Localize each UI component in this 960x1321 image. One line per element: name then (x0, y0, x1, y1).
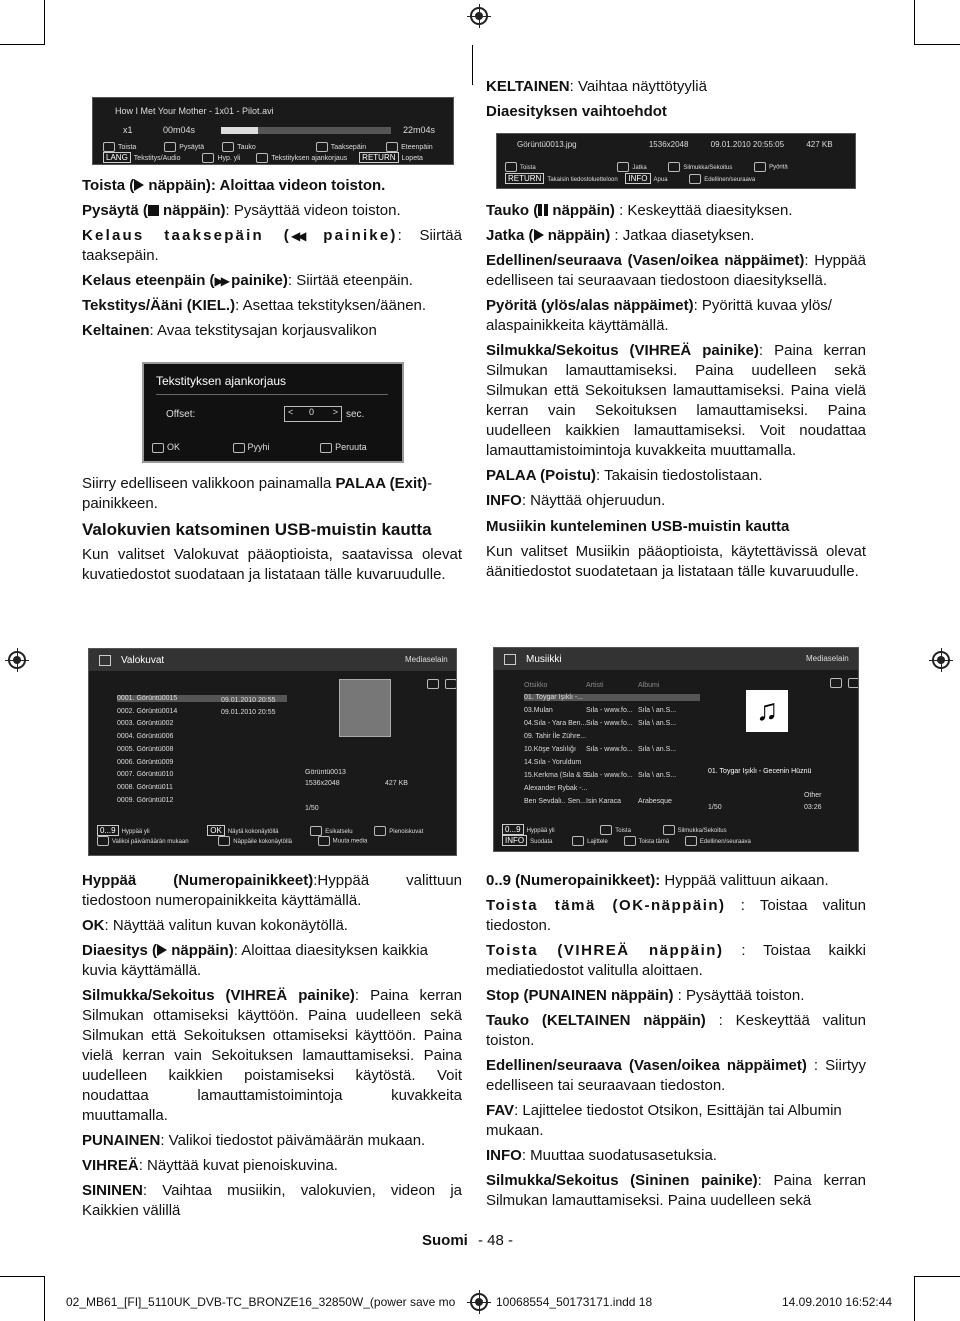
photo-thumbs-label: Pienoiskuvat (389, 829, 424, 835)
rewind-icon: ◀◀ (290, 229, 304, 243)
prev-next-icon (689, 174, 701, 184)
music-source: Mediaselain (806, 654, 849, 663)
crop-mark (915, 44, 960, 45)
music-duration: 03:26 (804, 804, 822, 811)
music-prevnext-label: Edellinen/seuraava (699, 839, 751, 845)
term: näppäin) (158, 202, 226, 219)
desc: : Siirtää taaksepäin. (82, 227, 462, 264)
term: painike) (227, 272, 288, 289)
desc: : Vaihtaa musiikin, valokuvien, videon ja Kaikkien välillä (82, 1182, 462, 1219)
offset-label: Offset: (166, 409, 196, 420)
dialog-divider (156, 394, 388, 395)
term: näppäin) (548, 202, 615, 219)
ok-key-icon (152, 443, 164, 453)
music-track-item[interactable]: Alexander Rybak -... (524, 785, 588, 792)
offset-value: 0 (309, 407, 315, 417)
term: näppäin): Aloittaa videon toiston. (144, 177, 386, 194)
rotate-desc (486, 296, 866, 336)
right-column-middle (486, 201, 866, 587)
desc: : Toistaa valitun tiedoston. (486, 897, 866, 934)
term: Hyppää (Numeropainikkeet) (82, 872, 314, 889)
red-desc (82, 1131, 462, 1151)
desc: : Valikoi tiedostot päivämäärän mukaan. (160, 1132, 426, 1149)
loop-desc (486, 341, 866, 461)
desc: : Lajittelee tiedostot Otsikon, Esittäjän tai Albumin mukaan. (486, 1102, 842, 1139)
video-playback-screen (92, 97, 454, 165)
crop-mark (914, 0, 915, 45)
photo-browser-screen (88, 648, 457, 856)
info-desc (486, 491, 866, 511)
term: painike) (303, 227, 398, 244)
photo-source: Mediaselain (405, 655, 448, 664)
music-track-album: Sıla \ an.S... (638, 720, 677, 727)
footer-file2: 10068554_50173171.indd 18 (496, 1295, 653, 1309)
slide-info-row (517, 140, 833, 149)
music-track-album: Sıla \ an.S... (638, 772, 677, 779)
term: Toista tämä (OK-näppäin) (486, 897, 726, 914)
fav-desc (486, 1101, 866, 1141)
play-icon (157, 944, 167, 956)
video-title: How I Met Your Mother - 1x01 - Pilot.avi (115, 106, 274, 116)
music-filter-label: Suodata (530, 839, 553, 845)
term: PUNAINEN (82, 1132, 161, 1149)
term: Silmukka/Sekoitus (VIHREÄ painike) (82, 987, 355, 1004)
cancel-key-icon (320, 443, 332, 453)
fast-forward-icon (386, 142, 398, 152)
fav-key-icon (572, 836, 584, 846)
green-desc (82, 1156, 462, 1176)
pause-icon (538, 204, 548, 216)
photo-heading: Valokuvien katsominen USB-muistin kautta (82, 520, 432, 539)
slideshow-desc (82, 941, 462, 981)
forward-desc (82, 271, 462, 291)
photo-info-size: 427 KB (385, 780, 408, 787)
music-track-artist: Sıla - www.fo... (586, 707, 633, 714)
offset-unit: sec. (346, 409, 365, 420)
photo-info-name: Görüntü0013 (305, 769, 346, 776)
photos-icon (99, 655, 111, 666)
ok-label[interactable]: OK (167, 442, 181, 452)
ok-desc (82, 916, 462, 936)
music-track-album: Sıla \ an.S... (638, 746, 677, 753)
term: 0..9 (Numeropainikkeet): (486, 872, 661, 889)
term: Toista (VIHREÄ näppäin) (486, 942, 724, 959)
sort-icon[interactable] (427, 679, 439, 689)
term: Tauko (KELTAINEN näppäin) (486, 1012, 706, 1029)
playback-speed: x1 (123, 125, 133, 135)
term: Toista ( (82, 177, 135, 194)
desc: : Avaa tekstitysajan korjausvalikon (149, 322, 377, 339)
rewind-icon (316, 142, 328, 152)
desc: : Asettaa tekstityksen/äänen. (235, 297, 427, 314)
number-keys: 0...9 (502, 824, 524, 835)
term: PALAA (Exit) (335, 475, 428, 492)
music-track-artist: Isin Karaca (586, 798, 622, 805)
term: näppäin) (167, 942, 234, 959)
term: Jatka ( (486, 227, 534, 244)
desc: : Keskeyttää diaesityksen. (614, 202, 793, 219)
yellow-style-desc (486, 77, 866, 97)
red-key-icon (600, 825, 612, 835)
desc: : Pysäyttää videon toiston. (225, 202, 401, 219)
col-artist: Artisti (586, 682, 604, 689)
desc: :Hyppää valittuun tiedostoon numeropainikkeita käyttämällä. (82, 872, 463, 909)
yellow-desc (82, 321, 462, 341)
desc: Hyppää valittuun aikaan. (660, 872, 829, 889)
term: Tekstitys/Ääni (KIEL.) (82, 297, 236, 314)
music-track-item[interactable]: Ben Sevdalı.. Sen... (524, 798, 586, 805)
return-key: RETURN (359, 152, 398, 163)
video-controls-row1 (103, 142, 433, 152)
footer-date: 14.09.2010 16:52:44 (782, 1295, 893, 1309)
stop-label: Pysäytä (179, 143, 205, 151)
bottom-left-column (82, 871, 462, 1226)
photo-file-item[interactable]: 0002. Görüntü0014 (117, 707, 178, 715)
decrease-arrow-icon[interactable]: < (288, 407, 294, 417)
music-track-item[interactable]: 09. Tahir İle Zühre... (524, 733, 587, 740)
progress-bar[interactable] (221, 127, 391, 134)
desc: : Muuttaa suodatusasetuksia. (521, 1147, 717, 1164)
music-track-artist: Sıla - www.fo... (586, 720, 633, 727)
subtitle-desc (82, 296, 462, 316)
return-desc (486, 466, 866, 486)
photo-file-item[interactable]: 0005. Görüntü008 (117, 745, 174, 753)
music-track-item[interactable]: 04.Sıla - Yara Ben... (524, 720, 587, 727)
slideshow-key-icon (218, 836, 230, 846)
music-title: Musiikki (526, 654, 562, 665)
stop-icon (164, 142, 176, 152)
music-heading: Musiikin kunteleminen USB-muistin kautta (486, 518, 790, 535)
offset-stepper[interactable] (284, 406, 342, 422)
music-browser-screen (493, 647, 859, 852)
pause-desc (486, 1011, 866, 1051)
forward-label: Eteenpäin (401, 143, 433, 151)
slide-date: 09.01.2010 20:55:05 (710, 140, 785, 149)
dialog-footer (152, 442, 367, 453)
music-track-album: Sıla \ an.S... (638, 707, 677, 714)
music-track-artist: Sıla - www.fo... (586, 772, 633, 779)
subtitle-sync-icon (256, 153, 268, 163)
video-controls-row2 (103, 152, 423, 163)
filter-icon[interactable] (848, 678, 859, 688)
play-label: Toista (118, 143, 137, 151)
loop-desc (82, 986, 462, 1126)
subtitle-sync-dialog (142, 362, 404, 463)
photo-file-item[interactable]: 0009. Görüntü012 (117, 796, 174, 804)
music-count: 1/50 (708, 804, 722, 811)
skip-icon (202, 153, 214, 163)
music-track-item[interactable]: 03.Mulan (524, 707, 553, 714)
fold-line (472, 45, 473, 85)
desc: : Siirtää eteenpäin. (287, 272, 413, 289)
music-track-item[interactable]: 15.Kerkma (Sıla & S... (524, 772, 594, 779)
term: Edellinen/seuraava (Vasen/oikea näppäimet) (486, 1057, 807, 1074)
term: Kelaus eteenpäin ( (82, 272, 215, 289)
music-sidebar-icons (830, 678, 840, 692)
photo-preview-label: Esikatselu (325, 829, 353, 835)
music-track-artist: Sıla - www.fo... (586, 746, 633, 753)
lang-key: LANG (103, 152, 131, 163)
photo-date-1: 09.01.2010 20:55 (221, 697, 276, 704)
term: Silmukka/Sekoitus (Sininen painike) (486, 1172, 758, 1189)
music-footer-row1 (502, 824, 727, 835)
play-icon (103, 142, 115, 152)
desc: : Näyttää kuvat pienoiskuvina. (138, 1157, 338, 1174)
loop-icon (668, 162, 680, 172)
playthis-desc (486, 896, 866, 936)
slide-controls-row1 (505, 162, 788, 172)
left-column-middle (82, 474, 462, 590)
back-desc (82, 474, 462, 514)
crop-mark (915, 1276, 960, 1277)
desc: : Näyttää valitun kuvan kokonäytöllä. (104, 917, 348, 934)
elapsed-time: 00m04s (163, 125, 196, 135)
play-icon (534, 229, 544, 241)
col-album: Albumi (638, 682, 660, 689)
now-playing: 01. Toygar Işıklı - Gecenin Hüznü (708, 768, 812, 775)
music-track-album: Arabesque (638, 798, 672, 805)
left-column-top (82, 176, 462, 346)
play-icon (134, 179, 144, 191)
term: Stop (PUNAINEN näppäin) (486, 987, 674, 1004)
blue-desc (82, 1181, 462, 1221)
page-number (422, 1232, 513, 1249)
rewind-label: Taaksepäin (330, 143, 367, 151)
desc: : Jatkaa diasetyksen. (610, 227, 755, 244)
registration-mark-icon (470, 7, 488, 25)
clear-label[interactable]: Pyyhi (247, 442, 270, 452)
dialog-title: Tekstityksen ajankorjaus (156, 374, 287, 388)
desc: -painikkeen. (82, 475, 433, 512)
photo-slideshow-label: Näppäile kokonäytöllä (233, 838, 292, 845)
desc: : Hyppää edelliseen tai seuraavaan tiedostoon diaesityksellä. (486, 252, 866, 289)
playall-desc (486, 941, 866, 981)
term: FAV (486, 1102, 515, 1119)
registration-mark-icon (470, 1293, 488, 1311)
number-keys: 0...9 (97, 825, 119, 836)
crop-mark (0, 44, 45, 45)
rewind-desc (82, 226, 462, 266)
red-key-icon (97, 836, 109, 846)
resume-icon (617, 162, 629, 172)
desc: : Siirtyy edelliseen tai seuraavaan tiedoston. (486, 1057, 866, 1094)
photo-info-count: 1/50 (305, 805, 319, 812)
prev-next-icon (685, 836, 697, 846)
music-track-item[interactable]: 10.Köşe Yaslılığı (524, 746, 576, 753)
slide-back-label: Takaisin tiedostoluetteloon (547, 177, 618, 183)
term: VIHREÄ (82, 1157, 139, 1174)
footer-file: 02_MB61_[FI]_5110UK_DVB-TC_BRONZE16_32850W_(power save mo (66, 1295, 456, 1309)
ok-key-icon (624, 836, 636, 846)
loop-desc (486, 1171, 866, 1211)
term: SININEN (82, 1182, 143, 1199)
photo-intro: Kun valitset Valokuvat pääoptioista, saatavissa olevat kuvatiedostot suodataan ja listataan tälle kuvaruudulle. (82, 546, 462, 583)
music-intro: Kun valitset Musiikin pääoptioista, käytettävissä olevat äänitiedostot suodatetaan ja listataan tälle kuvaruudulle. (486, 543, 866, 580)
play-icon (505, 162, 517, 172)
resume-desc (486, 226, 866, 246)
term: Tauko ( (486, 202, 539, 219)
registration-mark-icon (8, 651, 26, 669)
registration-mark-icon (932, 651, 950, 669)
thumbnail-view-icon[interactable] (445, 679, 457, 689)
photo-date-2: 09.01.2010 20:55 (221, 709, 276, 716)
slide-file: Görüntü0013.jpg (517, 140, 577, 149)
fast-forward-icon: ▶▶ (214, 274, 228, 288)
numkeys-desc (486, 871, 866, 891)
info-key: INFO (502, 835, 527, 846)
prevnext-desc (486, 1056, 866, 1096)
right-column-top (486, 77, 866, 127)
term: INFO (486, 492, 522, 509)
preview-icon (310, 826, 322, 836)
music-play-label: Toista (615, 828, 631, 834)
thumbnails-icon (374, 826, 386, 836)
photo-file-item[interactable]: 0001. Görüntü0015 (117, 695, 287, 702)
desc: : Paina kerran Silmukan lamauttamiseksi. Paina uudelleen sekä Silmukan että Sekoituksen lamauttamiseksi. Paina vielä kerran vain Sekoituksen lamauttamiseksi. Paina uudelleen kaikkien lamauttamiseksi. Voit noudattaa lamauttamistoimintoja kuvakkeita muuttamalla. (486, 342, 866, 459)
music-footer-row2 (502, 835, 751, 846)
music-genre: Other (804, 792, 822, 799)
slide-size: 427 KB (806, 140, 833, 149)
term: Silmukka/Sekoitus (VIHREÄ painike) (486, 342, 759, 359)
ok-key: OK (207, 825, 225, 836)
term: Kelaus taaksepäin ( (82, 227, 291, 244)
term: KELTAINEN (486, 78, 570, 95)
desc: : Paina kerran Silmukan ottamiseksi käyttöön. Paina uudelleen sekä Silmukan että Sekoituksen ottamiseksi käyttöön. Paina vielä kerran vain Sekoituksen lamauttamiseksi. Paina uudelleen kaikkien poistamiseksi käytöstä. Voit noudattaa lamauttamistoimintoja kuvakkeita muuttamalla. (82, 987, 462, 1124)
info-desc (486, 1146, 866, 1166)
lang-label: Tekstitys/Audio (133, 155, 181, 162)
clear-key-icon (233, 443, 245, 453)
desc: : Aloittaa diaesityksen kaikkia kuvia käyttämällä. (82, 942, 428, 979)
loop-key-icon (663, 825, 675, 835)
term: Edellinen/seuraava (Vasen/oikea näppäimet) (486, 252, 805, 269)
slide-loop-label: Silmukka/Sekoitus (683, 164, 733, 171)
slide-res: 1536x2048 (648, 140, 689, 149)
photo-media-label: Muuta media (332, 838, 368, 845)
skip-label: Hyp. yli (217, 155, 241, 162)
bottom-right-column (486, 871, 866, 1216)
slide-play-label: Toista (520, 164, 536, 171)
stop-desc (486, 986, 866, 1006)
photo-footer-row1 (97, 825, 423, 836)
slide-rotate-label: Pyöritä (769, 164, 788, 171)
crop-mark (914, 1276, 915, 1321)
total-time: 22m04s (403, 125, 436, 135)
photo-fullscreen-label: Näytä kokonäytöllä (227, 829, 279, 835)
jump-desc (82, 871, 462, 911)
desc: : Toistaa kaikki mediatiedostot valitulla aloittaen. (486, 942, 867, 979)
photo-file-item[interactable]: 0004. Görüntü006 (117, 733, 174, 741)
term: Pyöritä (ylös/alas näppäimet) (486, 297, 694, 314)
term: PALAA (Poistu) (486, 467, 596, 484)
return-key: RETURN (505, 173, 544, 184)
term: INFO (486, 1147, 522, 1164)
crop-mark (0, 1276, 45, 1277)
slide-help-label: Apua (653, 177, 668, 183)
slideshow-heading: Diaesityksen vaihtoehdot (486, 103, 667, 120)
photo-footer-row2 (97, 836, 367, 846)
crop-mark (44, 1276, 45, 1321)
desc: : Näyttää ohjeruudun. (521, 492, 666, 509)
term: OK (82, 917, 105, 934)
slideshow-screen (496, 133, 856, 189)
rotate-icon (754, 162, 766, 172)
slide-controls-row2 (505, 173, 755, 184)
photo-sortdate-label: Valikoi päivämäärän mukaan (112, 838, 189, 845)
photo-thumbnail (339, 679, 391, 737)
sort-icon[interactable] (830, 678, 842, 688)
photo-title: Valokuvat (121, 655, 165, 666)
exit-label: Lopeta (401, 155, 423, 162)
play-desc (82, 176, 462, 196)
term: Keltainen (82, 322, 150, 339)
desc: : Pyörittä kuvaa ylös/ alaspainikkeita käyttämällä. (486, 297, 832, 334)
desc: : Vaihtaa näyttötyyliä (569, 78, 707, 95)
pause-label: Tauko (237, 143, 256, 151)
blue-key-icon (318, 836, 330, 846)
pause-desc (486, 201, 866, 221)
crop-mark (44, 0, 45, 45)
subtitle-sync-label: Tekstityksen ajankorjaus (271, 155, 348, 162)
music-track-item[interactable]: 14.Sıla - Yoruldum (524, 759, 582, 766)
pause-icon (222, 142, 234, 152)
stop-desc (82, 201, 462, 221)
progress-fill (221, 127, 258, 134)
increase-arrow-icon[interactable]: > (332, 407, 338, 417)
music-icon (504, 654, 516, 665)
music-track-item[interactable]: 01. Toygar Işıklı -... (524, 694, 700, 701)
music-loop-label: Silmukka/Sekoitus (677, 828, 727, 834)
info-key: INFO (625, 173, 650, 184)
photo-file-item[interactable]: 0008. Görüntü011 (117, 783, 173, 791)
photo-file-item[interactable]: 0006. Görüntü009 (117, 758, 174, 766)
slide-prevnext-label: Edellinen/seuraava (704, 177, 756, 183)
page-num: - 48 - (478, 1232, 514, 1249)
photo-file-item[interactable]: 0007. Görüntü010 (117, 771, 174, 779)
photo-skip-label: Hyppää yli (121, 829, 150, 835)
desc: : Keskeyttää valitun toiston. (486, 1012, 866, 1049)
desc: Siirry edelliseen valikkoon painamalla (82, 475, 336, 492)
stop-icon (148, 205, 159, 216)
col-title: Otsikko (524, 682, 548, 689)
term: Diaesitys ( (82, 942, 158, 959)
cancel-label[interactable]: Peruuta (335, 442, 367, 452)
photo-info-res: 1536x2048 (305, 780, 340, 787)
music-note-icon: ♫ (746, 690, 788, 732)
desc: : Pysäyttää toiston. (673, 987, 805, 1004)
term: Pysäytä ( (82, 202, 148, 219)
term: näppäin) (543, 227, 611, 244)
prevnext-desc (486, 251, 866, 291)
desc: : Takaisin tiedostolistaan. (596, 467, 763, 484)
music-playthis-label: Toista tämä (638, 839, 670, 845)
music-skip-label: Hyppää yli (526, 828, 555, 834)
photo-file-item[interactable]: 0003. Görüntü002 (117, 720, 174, 728)
language-label: Suomi (422, 1232, 468, 1249)
slide-resume-label: Jatka (632, 164, 647, 171)
photo-sidebar-icons (427, 679, 437, 693)
music-sort-label: Lajittele (587, 839, 608, 845)
desc: : Paina kerran Silmukan lamauttamiseksi. Paina uudelleen sekä (486, 1172, 866, 1209)
